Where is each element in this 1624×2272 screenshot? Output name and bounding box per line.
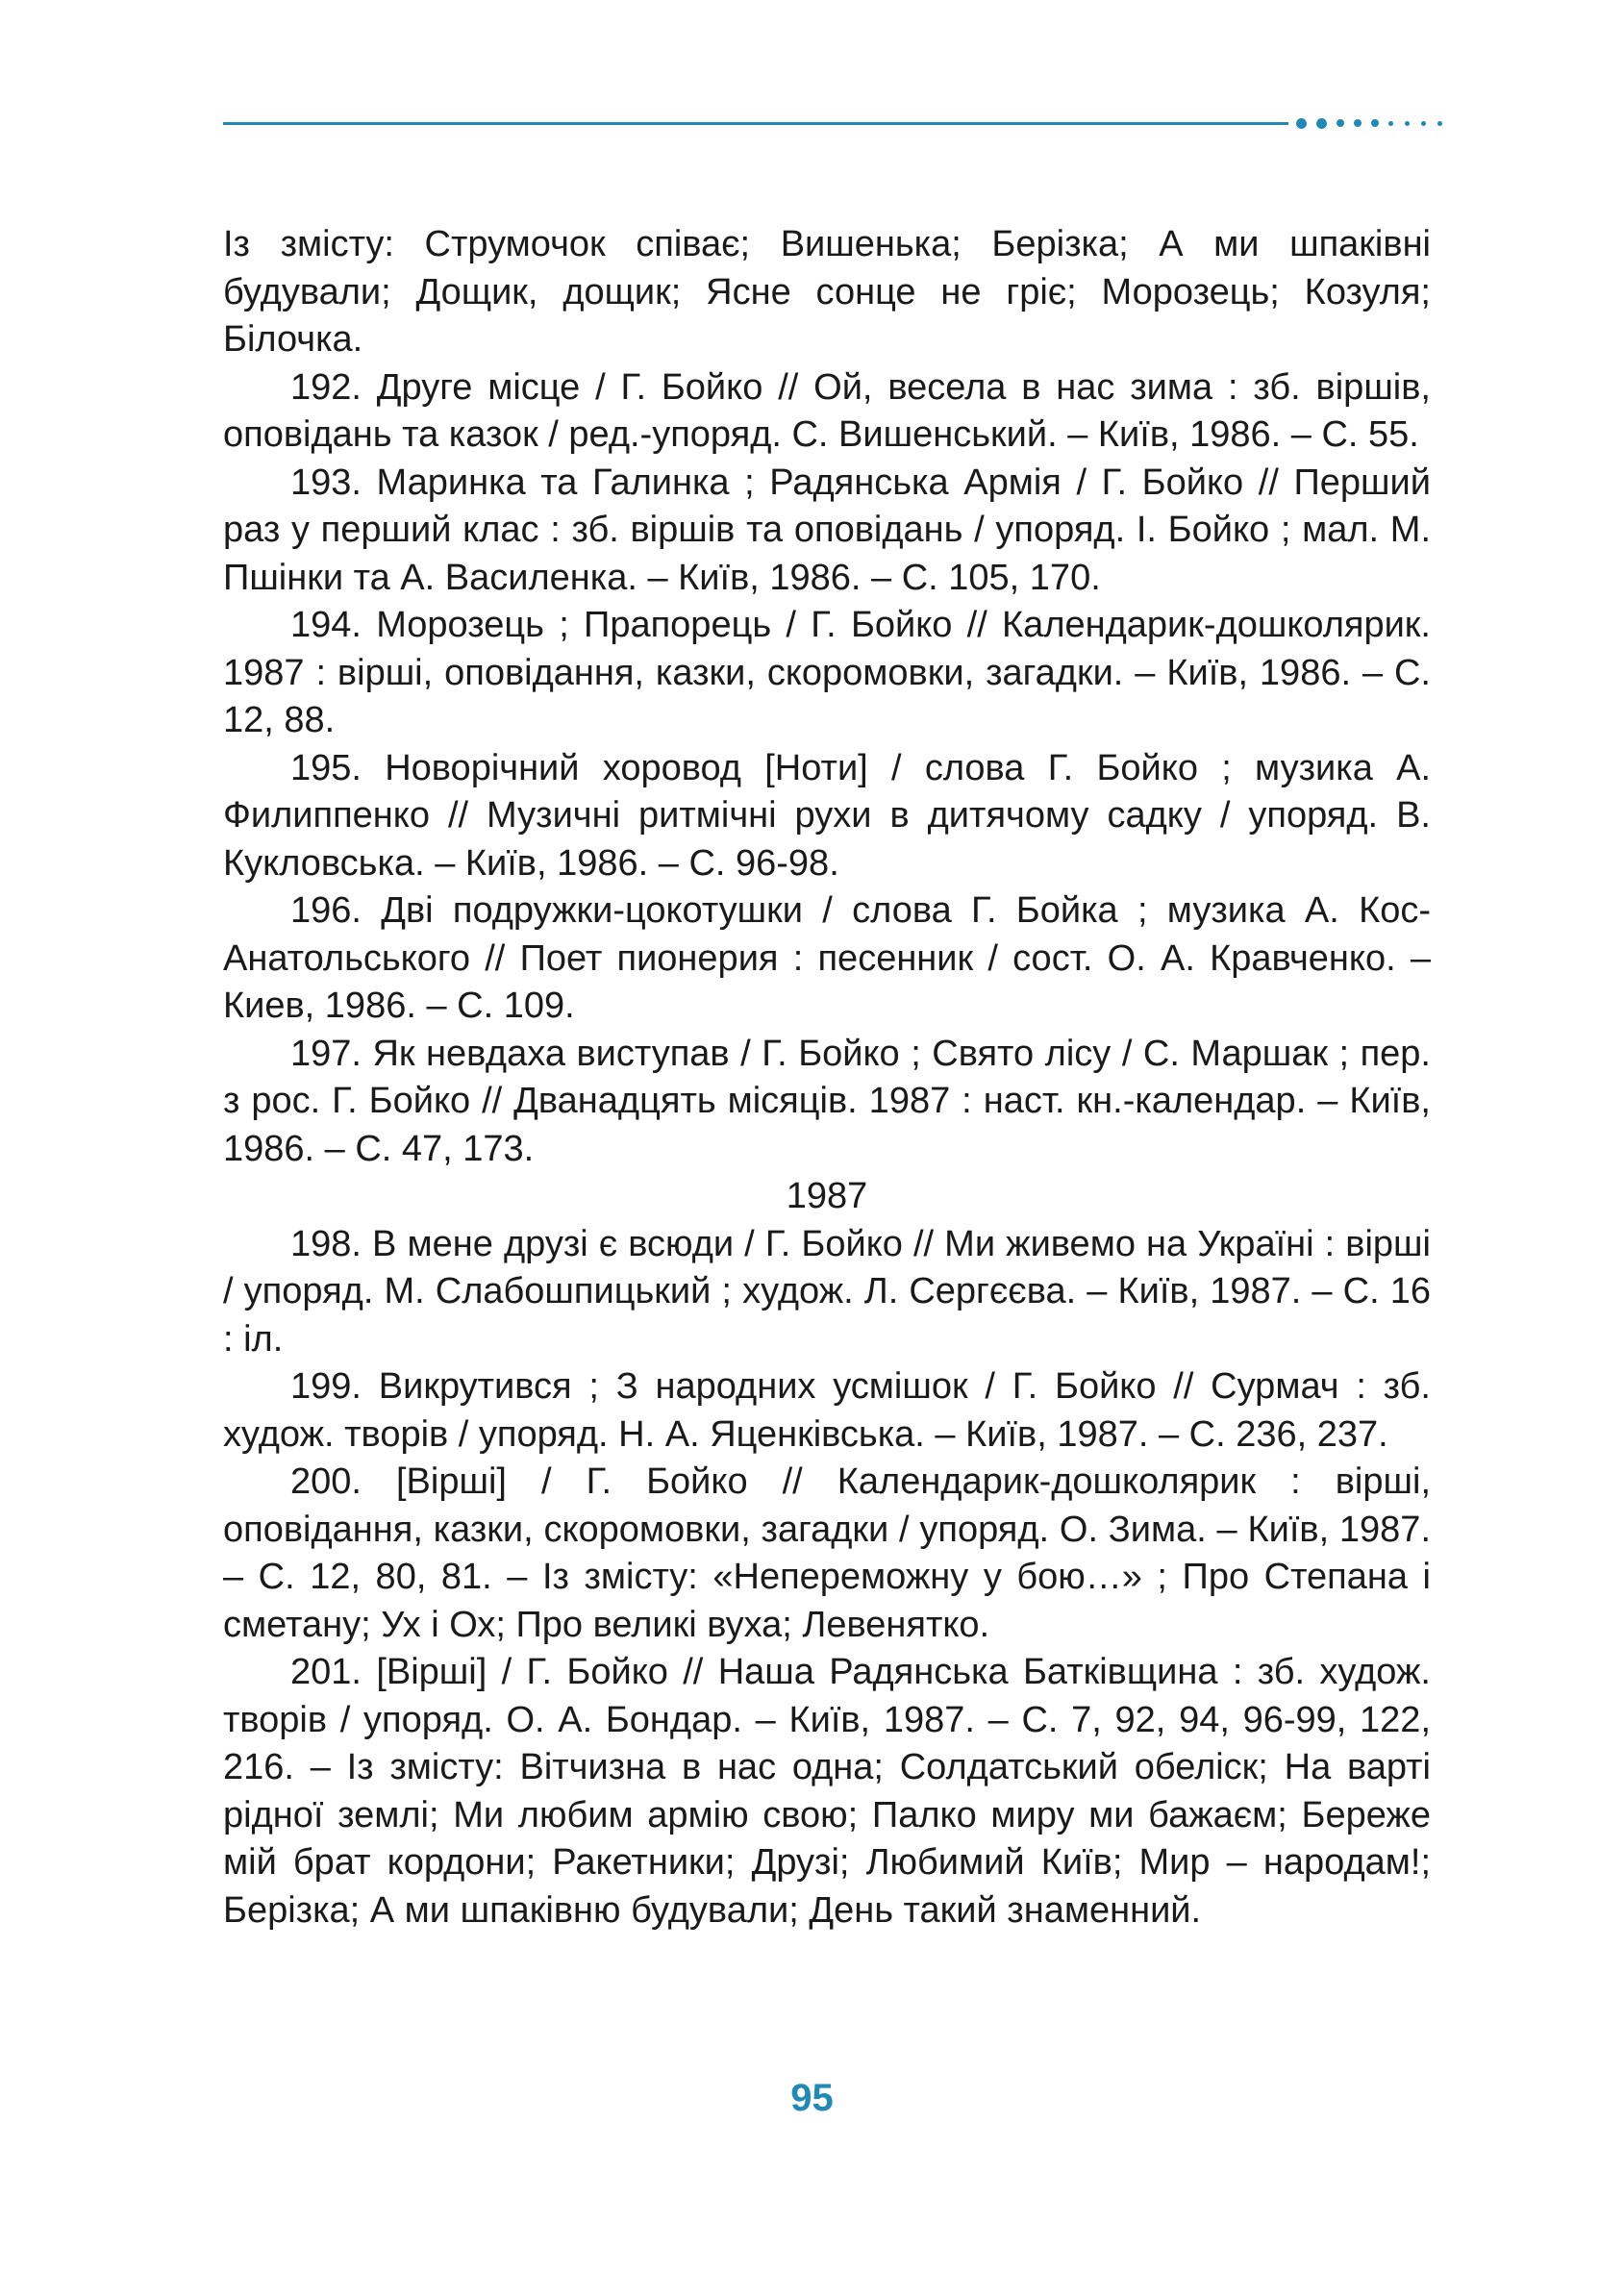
dot: [1354, 119, 1362, 127]
bibliography-entry: 194. Морозець ; Прапорець / Г. Бойко // Календарик-дошколярик. 1987 : вірші, оповідання, казки, скоромовки, загадки. – Київ, 1986. – С. 12, 88.: [223, 605, 1431, 740]
bibliography-entry: 201. [Вірші] / Г. Бойко // Наша Радянська Батківщина : зб. худож. творів / упоряд. О. А. Бондар. – Київ, 1987. – С. 7, 92, 94, 96-99, 122, 216. – Із змісту: Вітчизна в нас одна; Солдатський обеліск; На варті рідної землі; Ми любим армію свою; Палко миру ми бажаєм; Береже мій брат кордони; Ракетники; Друзі; Любимий Київ; Мир – народам!; Берізка; А ми шпаківню будували; День такий знаменний.: [223, 1652, 1431, 1931]
bibliography-entry: 197. Як невдаха виступав / Г. Бойко ; Свято лісу / С. Маршак ; пер. з рос. Г. Бойко // Дванадцять місяців. 1987 : наст. кн.-календар. – Київ, 1986. – С. 47, 173.: [223, 1033, 1431, 1169]
header-decoration: [223, 113, 1435, 133]
bibliography-entry: 200. [Вірші] / Г. Бойко // Календарик-дошколярик : вірші, оповідання, казки, скоромовки, загадки / упоряд. О. Зима. – Київ, 1987. – С. 12, 80, 81. – Із змісту: «Непереможну у бою…» ; Про Степана і сметану; Ух і Ох; Про великі вуха; Левенятко.: [223, 1461, 1431, 1645]
bibliography-entry: 196. Дві подружки-цокотушки / слова Г. Бойка ; музика А. Кос-Анатольського // Поет пионерия : песенник / сост. О. А. Кравченко. – Киев, 1986. – С. 109.: [223, 890, 1431, 1026]
dot: [1388, 121, 1393, 126]
bibliography-text: [223, 221, 1431, 1935]
page-number: 95: [790, 2077, 834, 2119]
bibliography-entry: 199. Викрутився ; З народних усмішок / Г. Бойко // Сурмач : зб. худож. творів / упоряд. Н. А. Яценківська. – Київ, 1987. – С. 236, 237.: [223, 1366, 1431, 1455]
dot: [1296, 118, 1307, 129]
dot: [1371, 119, 1379, 127]
dot: [1437, 121, 1442, 126]
year-heading: 1987: [786, 1176, 868, 1216]
bibliography-entry: 198. В мене друзі є всюди / Г. Бойко // Ми живемо на Україні : вірші / упоряд. М. Слабошпицький ; худож. Л. Сергєєва. – Київ, 1987. – С. 16 : іл.: [223, 1223, 1431, 1360]
dot: [1316, 118, 1327, 129]
bibliography-entry: 195. Новорічний хоровод [Ноти] / слова Г. Бойко ; музика А. Филиппенко // Музичні ритмічні рухи в дитячому садку / упоряд. В. Кукловська. – Київ, 1986. – С. 96-98.: [223, 747, 1431, 884]
dot: [1421, 121, 1426, 126]
bibliography-entry: 192. Друге місце / Г. Бойко // Ой, весела в нас зима : зб. віршів, оповідань та казок / ред.-упоряд. С. Вишенський. – Київ, 1986. – С. 55.: [223, 366, 1431, 455]
intro-paragraph: Із змісту: Струмочок співає; Вишенька; Берізка; А ми шпаківні будували; Дощик, дощик; Ясне сонце не гріє; Морозець; Козуля; Білочка.: [223, 224, 1431, 360]
header-dots: [1296, 113, 1454, 133]
bibliography-entry: 193. Маринка та Галинка ; Радянська Армія / Г. Бойко // Перший раз у перший клас : зб. віршів та оповідань / упоряд. І. Бойко ; мал. М. Пшінки та А. Василенка. – Київ, 1986. – С. 105, 170.: [223, 462, 1431, 598]
dot: [1337, 119, 1344, 127]
dot: [1405, 121, 1410, 126]
header-rule: [223, 122, 1288, 125]
